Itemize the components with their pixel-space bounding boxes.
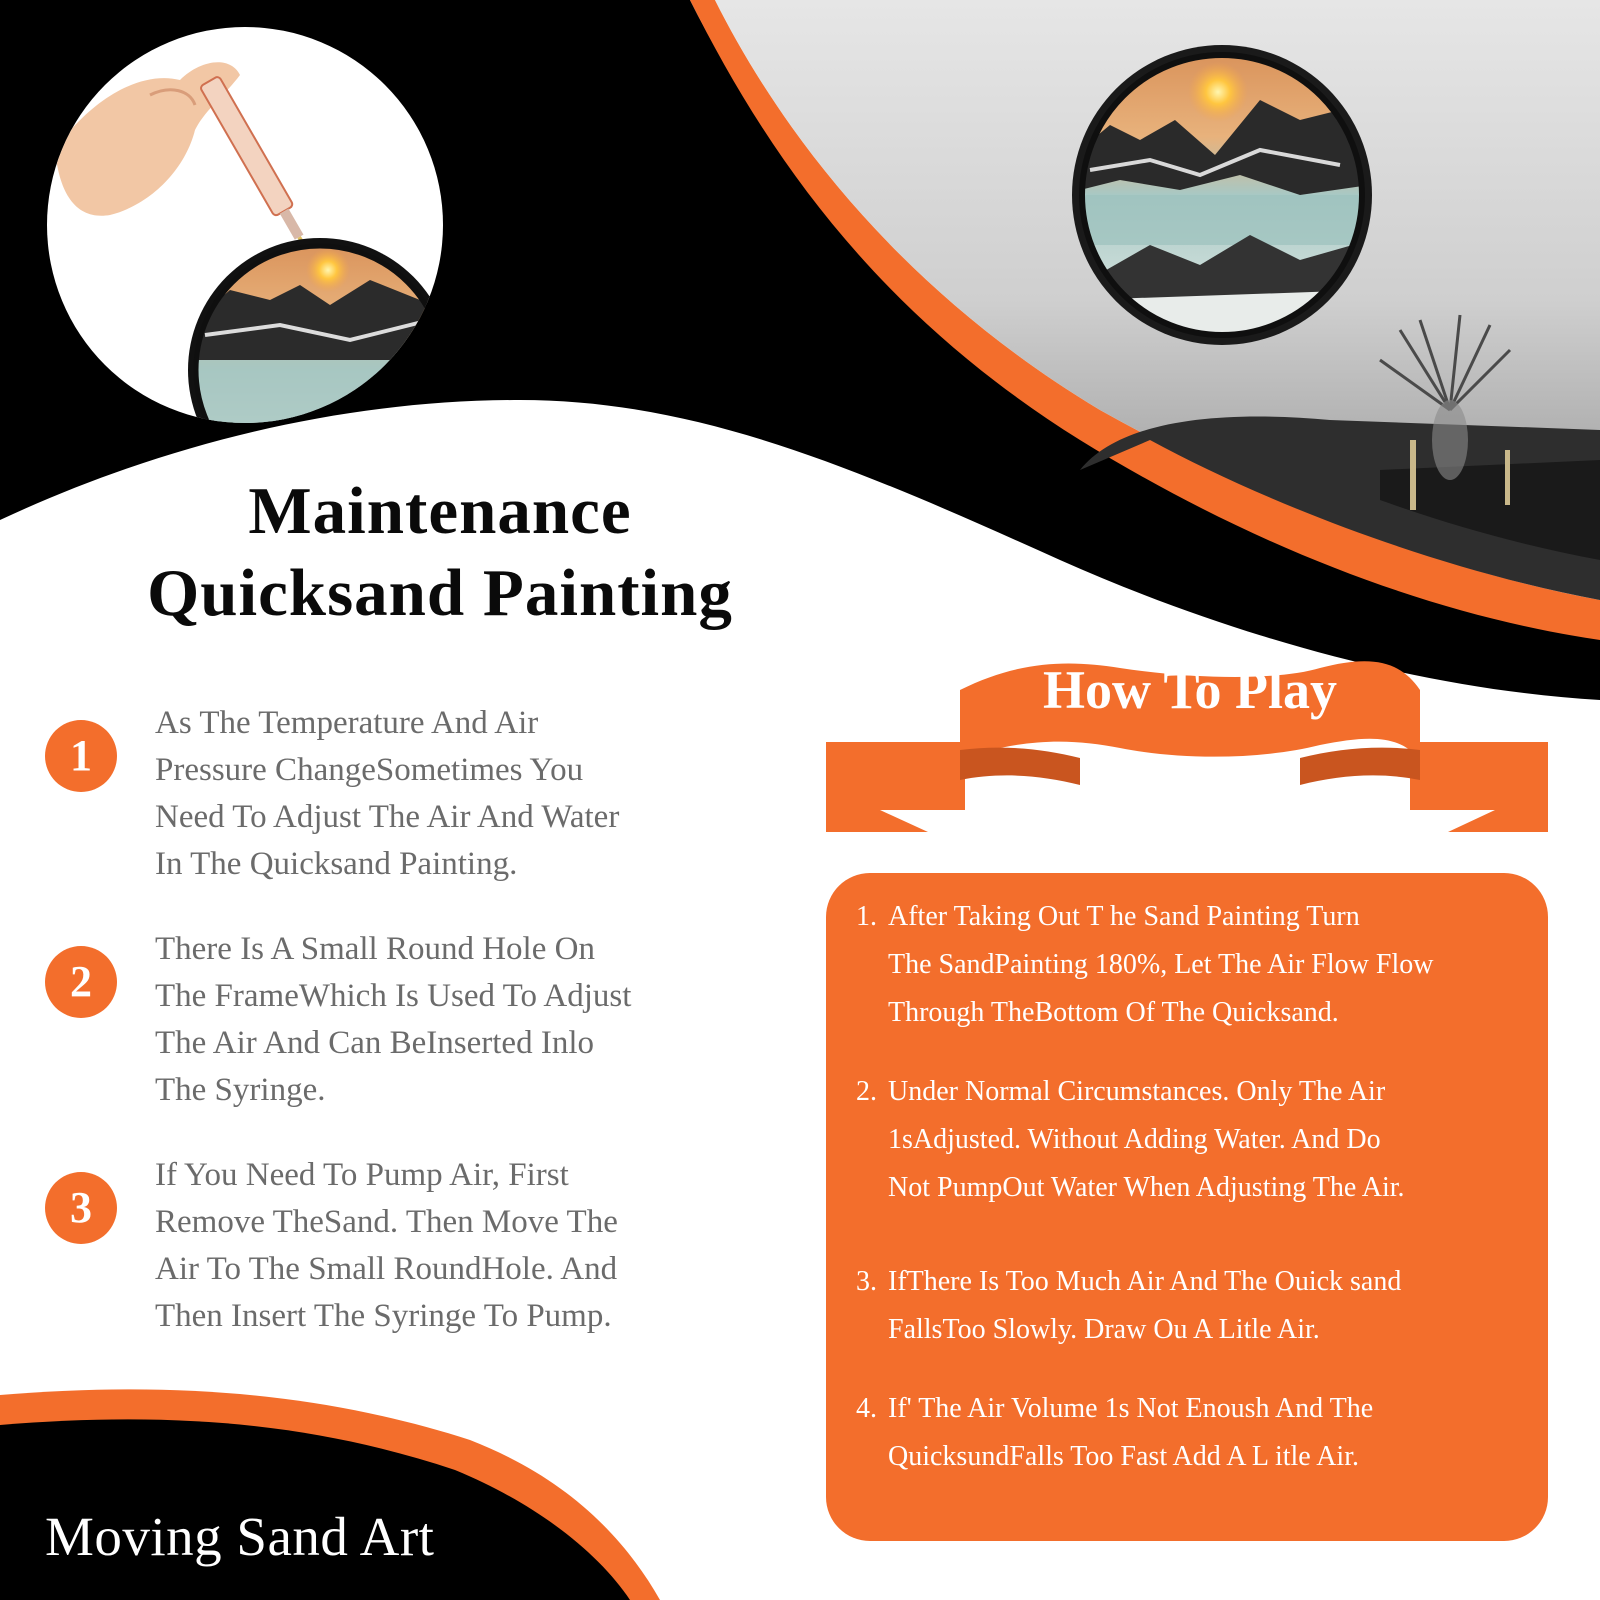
step-number-badge: 3 bbox=[45, 1172, 117, 1244]
step-text: If You Need To Pump Air, First Remove TheSand. Then Move The Air To The Small RoundHole. And Then Insert The Syringe To Pump. bbox=[155, 1157, 618, 1334]
title-line-2: Quicksand Painting bbox=[147, 556, 733, 630]
play-item-number: 2. bbox=[856, 1076, 877, 1107]
play-item-text: If' The Air Volume 1s Not Enoush And The QuicksundFalls Too Fast Add A L itle Air. bbox=[888, 1393, 1374, 1472]
step-number-badge: 1 bbox=[45, 720, 117, 792]
page-title bbox=[80, 470, 800, 634]
how-to-play-heading: How To Play bbox=[1042, 660, 1338, 720]
brand-name: Moving Sand Art bbox=[45, 1506, 435, 1567]
step-text: As The Temperature And Air Pressure ChangeSometimes You Need To Adjust The Air And Water In The Quicksand Painting. bbox=[155, 705, 620, 882]
step-number-badge: 2 bbox=[45, 946, 117, 1018]
play-item-number: 1. bbox=[856, 901, 877, 932]
play-item-text: After Taking Out T he Sand Painting Turn The SandPainting 180%, Let The Air Flow Flow Through TheBottom Of The Quicksand. bbox=[888, 901, 1434, 1028]
play-item-number: 4. bbox=[856, 1393, 877, 1424]
step-text: There Is A Small Round Hole On The FrameWhich Is Used To Adjust The Air And Can BeInserted Inlo The Syringe. bbox=[155, 931, 632, 1108]
play-item-text: IfThere Is Too Much Air And The Ouick sand FallsToo Slowly. Draw Ou A Litle Air. bbox=[888, 1266, 1402, 1345]
play-item-text: Under Normal Circumstances. Only The Air 1sAdjusted. Without Adding Water. And Do Not PumpOut Water When Adjusting The Air. bbox=[888, 1076, 1405, 1203]
play-item-number: 3. bbox=[856, 1266, 877, 1297]
how-to-play-panel bbox=[826, 873, 1548, 1541]
title-line-1: Maintenance bbox=[248, 474, 632, 548]
